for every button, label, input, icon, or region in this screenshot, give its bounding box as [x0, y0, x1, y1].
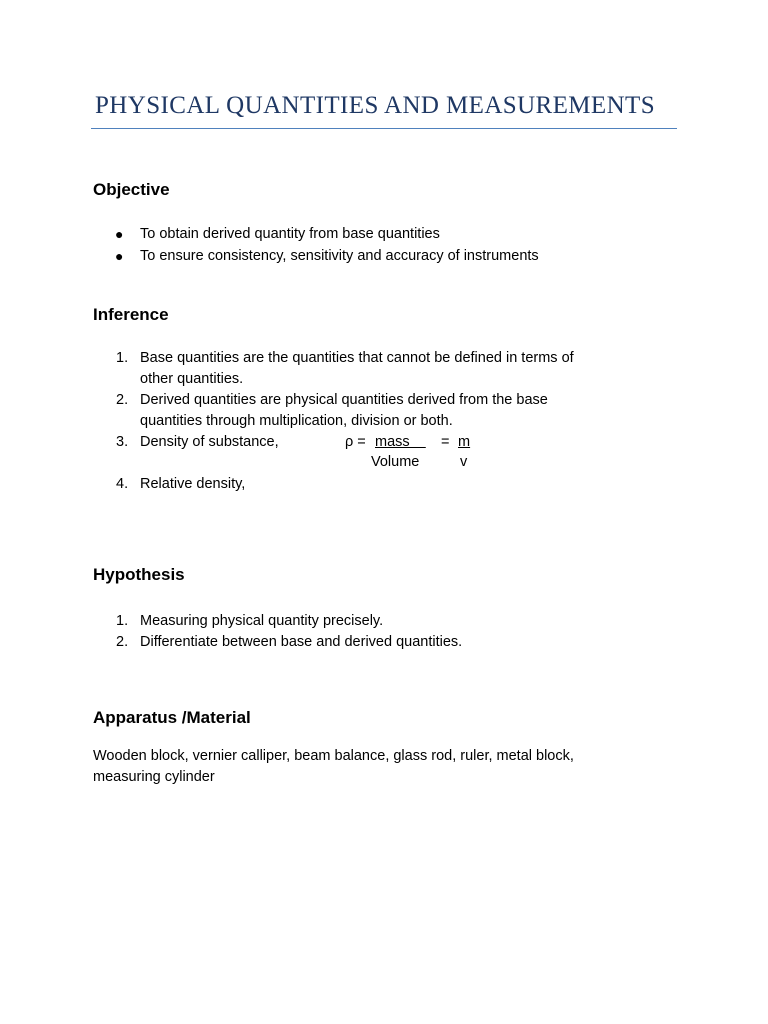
density-formula-numerator-symbol: m: [458, 434, 471, 450]
inference-item-1-line-1: Base quantities are the quantities that cannot be defined in terms of: [140, 350, 574, 366]
hypothesis-item-2-number: 2.: [116, 634, 129, 650]
hypothesis-item-2-text: Differentiate between base and derived quantities.: [140, 634, 463, 650]
objective-item-1: To obtain derived quantity from base quantities: [140, 226, 440, 242]
hypothesis-item-1-text: Measuring physical quantity precisely.: [140, 613, 384, 629]
inference-item-4-label: Relative density,: [140, 476, 246, 492]
inference-item-1-line-2: other quantities.: [140, 371, 244, 387]
inference-item-4-number: 4.: [116, 476, 129, 492]
title-underline-rule: [91, 128, 677, 129]
hypothesis-heading: Hypothesis: [93, 565, 185, 584]
apparatus-heading: Apparatus /Material: [93, 708, 251, 727]
bullet-icon: ●: [115, 248, 124, 264]
inference-item-3-label: Density of substance,: [140, 434, 279, 450]
inference-item-2-line-1: Derived quantities are physical quantities derived from the base: [140, 392, 548, 408]
bullet-icon: ●: [115, 226, 124, 242]
inference-heading: Inference: [93, 305, 169, 324]
inference-item-2-line-2: quantities through multiplication, division or both.: [140, 413, 453, 429]
density-formula-numerator-word: mass: [375, 434, 426, 450]
objective-item-2: To ensure consistency, sensitivity and accuracy of instruments: [140, 248, 539, 264]
inference-item-1-number: 1.: [116, 350, 129, 366]
density-formula-rho: ρ =: [345, 434, 366, 450]
density-formula-denominator-word: Volume: [371, 454, 420, 470]
density-formula-equals: =: [441, 434, 450, 450]
apparatus-line-1: Wooden block, vernier calliper, beam balance, glass rod, ruler, metal block,: [93, 748, 574, 764]
inference-item-3-number: 3.: [116, 434, 129, 450]
inference-item-2-number: 2.: [116, 392, 129, 408]
objective-heading: Objective: [93, 180, 170, 199]
density-formula-denominator-symbol: v: [460, 454, 468, 470]
hypothesis-item-1-number: 1.: [116, 613, 129, 629]
page-title: PHYSICAL QUANTITIES AND MEASUREMENTS: [95, 92, 656, 119]
apparatus-line-2: measuring cylinder: [93, 769, 215, 785]
